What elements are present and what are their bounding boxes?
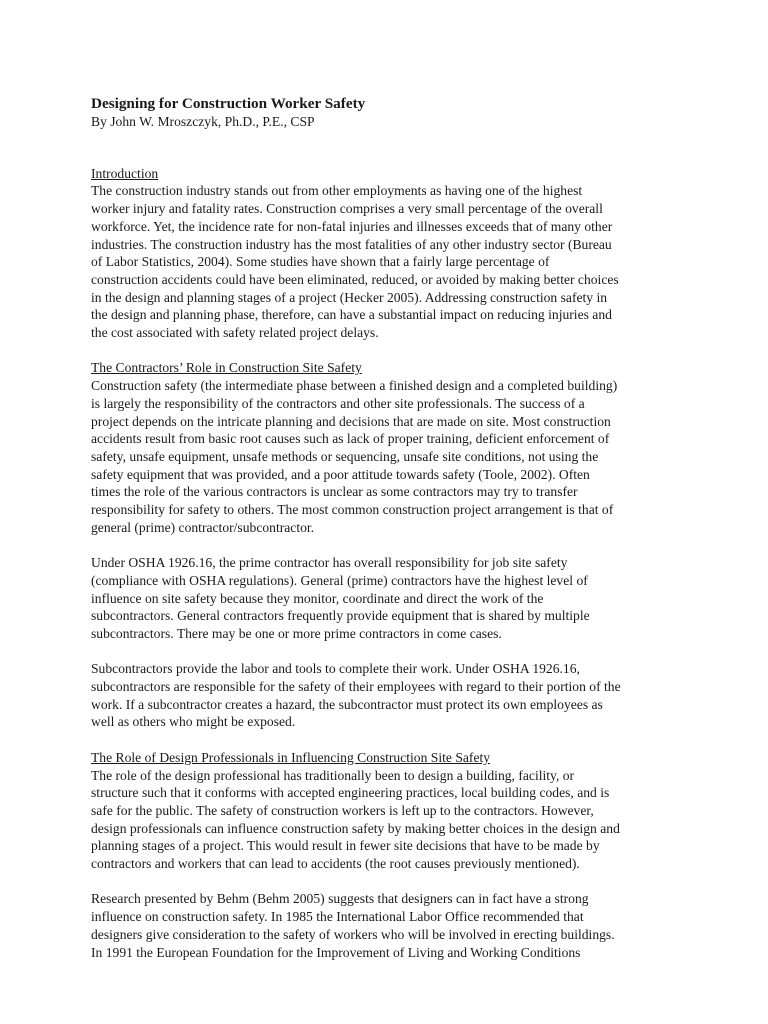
text-line: Under OSHA 1926.16, the prime contractor has overall responsibility for job site safety	[91, 555, 568, 571]
document-body	[91, 165, 681, 962]
text-line: safety equipment that was provided, and a poor attitude towards safety (Toole, 2002). Often	[91, 466, 590, 482]
text-line: In 1991 the European Foundation for the Improvement of Living and Working Conditions	[91, 944, 581, 960]
paragraph	[91, 554, 681, 643]
text-line: of Labor Statistics, 2004). Some studies have shown that a fairly large percentage of	[91, 254, 550, 270]
author-byline: By John W. Mroszczyk, Ph.D., P.E., CSP	[91, 114, 315, 129]
text-line: the design and planning phase, therefore, can have a substantial impact on reducing injuries and	[91, 307, 612, 323]
text-line: times the role of the various contractors is unclear as some contractors may try to transfer	[91, 484, 578, 500]
text-line: safe for the public. The safety of construction workers is left up to the contractors. However,	[91, 802, 594, 818]
paragraph	[91, 377, 681, 536]
text-line: in the design and planning stages of a project (Hecker 2005). Addressing construction safety in	[91, 289, 608, 305]
text-line: subcontractors. There may be one or more prime contractors in come cases.	[91, 625, 502, 641]
text-line: well as others who might be exposed.	[91, 714, 296, 730]
text-line: responsibility for safety to others. The most common construction project arrangement is that of	[91, 502, 614, 518]
text-line: project depends on the intricate planning and decisions that are made on site. Most construction	[91, 413, 611, 429]
text-line: industries. The construction industry has the most fatalities of any other industry sector (Bureau	[91, 236, 612, 252]
text-line: influence on site safety because they monitor, coordinate and direct the work of the	[91, 590, 544, 606]
text-line: construction accidents could have been eliminated, reduced, or avoided by making better choices	[91, 271, 619, 287]
text-line: influence on construction safety. In 1985 the International Labor Office recommended that	[91, 909, 584, 925]
document-title: Designing for Construction Worker Safety	[91, 95, 366, 112]
text-line: Construction safety (the intermediate phase between a finished design and a completed building)	[91, 378, 618, 394]
text-line: safety, unsafe equipment, unsafe methods or sequencing, unsafe site conditions, not using the	[91, 448, 599, 464]
text-line: worker injury and fatality rates. Construction comprises a very small percentage of the overall	[91, 201, 603, 217]
text-line: contractors and workers that can lead to accidents (the root causes previously mentioned).	[91, 856, 580, 872]
text-line: The construction industry stands out from other employments as having one of the highest	[91, 183, 583, 199]
text-line: the cost associated with safety related project delays.	[91, 325, 379, 341]
section	[91, 165, 681, 342]
text-line: accidents result from basic root causes such as lack of proper training, deficient enforcement of	[91, 431, 610, 447]
section-heading: The Role of Design Professionals in Influencing Construction Site Safety	[91, 749, 491, 765]
document-page	[91, 94, 681, 979]
text-line: design professionals can influence construction safety by making better choices in the design and	[91, 820, 620, 836]
text-line: subcontractors are responsible for the safety of their employees with regard to their portion of the	[91, 679, 621, 695]
paragraph	[91, 182, 681, 341]
text-line: (compliance with OSHA regulations). General (prime) contractors have the highest level of	[91, 572, 588, 588]
paragraph	[91, 890, 681, 961]
section	[91, 359, 681, 731]
text-line: subcontractors. General contractors frequently provide equipment that is shared by multiple	[91, 608, 590, 624]
text-line: designers give consideration to the safety of workers who will be involved in erecting buildings.	[91, 926, 615, 942]
section	[91, 749, 681, 961]
text-line: structure such that it conforms with accepted engineering practices, local building codes, and is	[91, 785, 610, 801]
text-line: is largely the responsibility of the contractors and other site professionals. The success of a	[91, 395, 585, 411]
text-line: general (prime) contractor/subcontractor.	[91, 519, 315, 535]
text-line: Subcontractors provide the labor and tools to complete their work. Under OSHA 1926.16,	[91, 661, 580, 677]
text-line: The role of the design professional has traditionally been to design a building, facility, or	[91, 767, 575, 783]
paragraph	[91, 660, 681, 731]
text-line: work. If a subcontractor creates a hazard, the subcontractor must protect its own employees as	[91, 696, 603, 712]
text-line: Research presented by Behm (Behm 2005) suggests that designers can in fact have a strong	[91, 891, 589, 907]
section-heading: The Contractors’ Role in Construction Site Safety	[91, 360, 362, 376]
paragraph	[91, 767, 681, 873]
section-heading: Introduction	[91, 165, 159, 181]
text-line: workforce. Yet, the incidence rate for non-fatal injuries and illnesses exceeds that of many other	[91, 218, 613, 234]
text-line: planning stages of a project. This would result in fewer site decisions that have to be made by	[91, 838, 600, 854]
